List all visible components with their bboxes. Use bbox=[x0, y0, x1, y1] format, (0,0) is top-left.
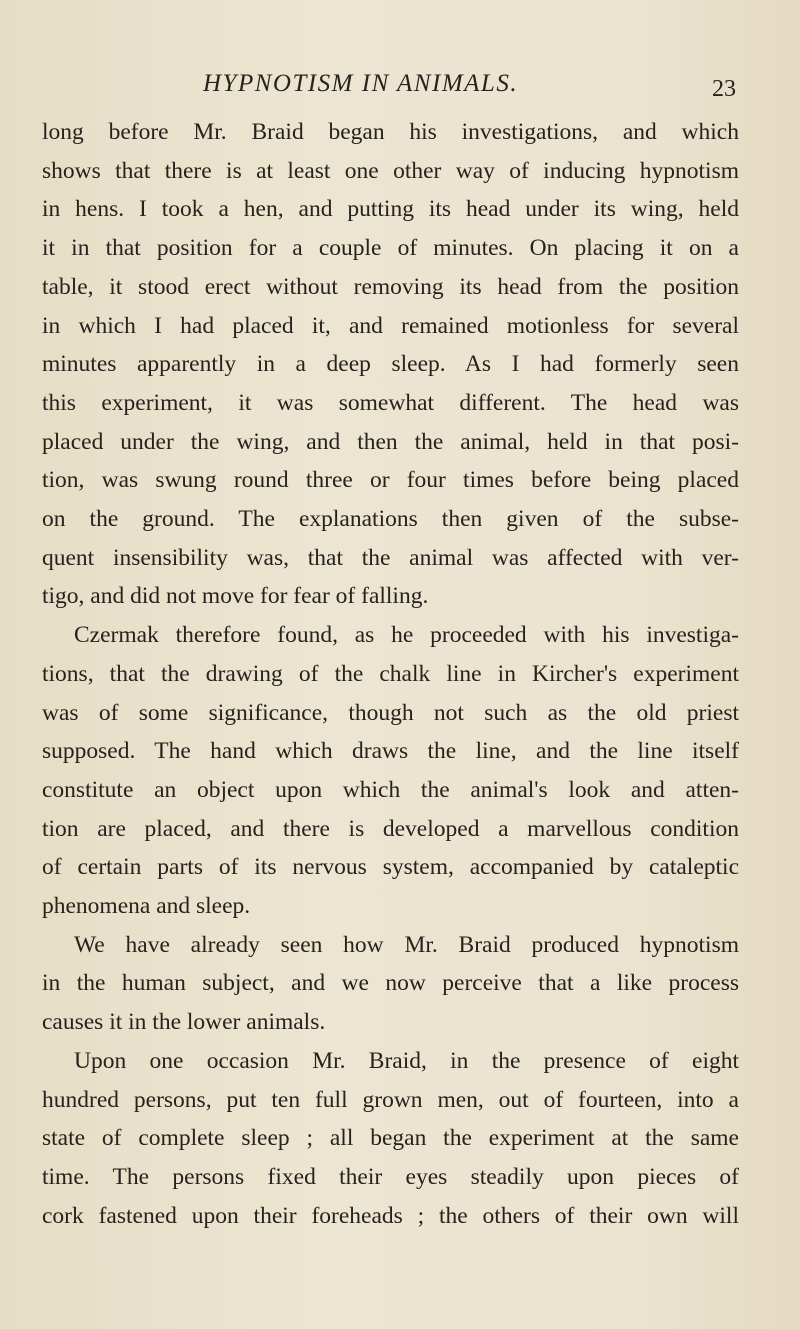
text-line: in which I had placed it, and remained motionless for several bbox=[42, 312, 739, 339]
text-line: in the human subject, and we now perceive that a like process bbox=[42, 970, 739, 997]
text-line: tion, was swung round three or four times before being placed bbox=[42, 467, 739, 494]
text-line: Upon one occasion Mr. Braid, in the presence of eight bbox=[74, 1047, 739, 1074]
text-line: on the ground. The explanations then given of the subse- bbox=[42, 506, 739, 532]
text-line: hundred persons, put ten full grown men, out of fourteen, into a bbox=[42, 1086, 739, 1113]
text-line: Czermak therefore found, as he proceeded with his investiga- bbox=[74, 622, 739, 649]
text-line: state of complete sleep ; all began the experiment at the same bbox=[42, 1125, 739, 1152]
text-line: We have already seen how Mr. Braid produced hypnotism bbox=[74, 931, 739, 958]
text-line: tigo, and did not move for fear of falling. bbox=[42, 583, 429, 610]
text-line: tion are placed, and there is developed a marvellous condition bbox=[42, 815, 739, 842]
text-line: was of some significance, though not such as the old priest bbox=[42, 699, 739, 726]
text-line: phenomena and sleep. bbox=[42, 893, 251, 919]
text-line: long before Mr. Braid began his investigations, and which bbox=[42, 119, 739, 145]
text-line: tions, that the drawing of the chalk line in Kircher's experiment bbox=[42, 660, 739, 687]
text-line: quent insensibility was, that the animal was affected with ver- bbox=[42, 544, 739, 571]
text-line: constitute an object upon which the animal's look and atten- bbox=[42, 776, 739, 803]
page-number: 23 bbox=[712, 76, 736, 102]
text-line: supposed. The hand which draws the line, and the line itself bbox=[42, 738, 739, 765]
text-line: it in that position for a couple of minutes. On placing it on a bbox=[42, 235, 739, 262]
text-line: of certain parts of its nervous system, accompanied by cataleptic bbox=[42, 854, 739, 881]
text-line: table, it stood erect without removing its head from the position bbox=[42, 273, 739, 300]
text-line: placed under the wing, and then the animal, held in that posi- bbox=[42, 428, 739, 455]
text-line: cork fastened upon their foreheads ; the others of their own will bbox=[42, 1202, 739, 1229]
text-line: shows that there is at least one other way of inducing hypnotism bbox=[42, 157, 739, 184]
text-line: minutes apparently in a deep sleep. As I had formerly seen bbox=[42, 351, 739, 378]
running-title: HYPNOTISM IN ANIMALS. bbox=[203, 70, 519, 97]
text-line: time. The persons fixed their eyes steadily upon pieces of bbox=[42, 1163, 739, 1190]
text-line: this experiment, it was somewhat different. The head was bbox=[42, 389, 739, 416]
running-head bbox=[0, 70, 800, 110]
text-line: in hens. I took a hen, and putting its head under its wing, held bbox=[42, 196, 739, 223]
text-line: causes it in the lower animals. bbox=[42, 1009, 326, 1036]
